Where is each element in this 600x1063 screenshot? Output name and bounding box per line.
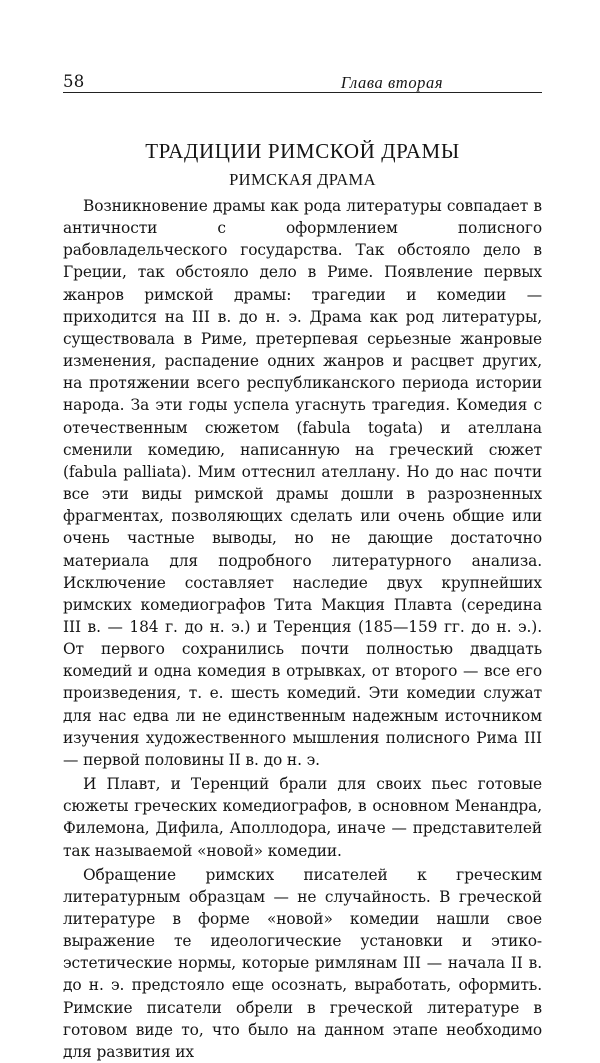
paragraph-3: Обращение римских писателей к греческим литературным образцам — не случайность. В греческой литературе в форме «новой» комедии нашли свое выражение те идеологические установки и этико-эстетические нормы, которые римлянам III — начала II в. до н. э. предстояло еще осознать, выработать, оформить. Римские писатели обрели в греческой литературе в готовом виде то, что было на данном этапе необходимо для развития их: [63, 865, 542, 1061]
paragraph-1: Возникновение драмы как рода литературы совпадает в античности с оформлением полисного рабовладельческого государства. Так обстояло дело в Греции, так обстояло дело в Риме. Появление первых жанров римской драмы: трагедии и комедии — приходится на III в. до н. э. Драма как род литературы, существовала в Риме, претерпевая серьезные жанровые изменения, распадение одних жанров и расцвет других, на протяжении всего республиканского периода истории народа. За эти годы успела угаснуть трагедия. Комедия с отечественным сюжетом (fabula togata) и ателлана сменили комедию, написанную на греческий сюжет (fabula palliata). Мим оттеснил ателлану. Но до нас почти все эти виды римской драмы дошли в разрозненных фрагментах, позволяющих сделать или очень общие или очень частные выводы, но не дающие достаточно материала для подробного литературного анализа. Исключение составляет наследие двух крупнейших римских комедиографов Тита Макция Плавта (середина III в. — 184 г. до н. э.) и Теренция (185—159 гг. до н. э.). От первого сохранились почти полностью двадцать комедий и одна комедия в отрывках, от второго — все его произведения, т. е. шесть комедий. Эти комедии служат для нас едва ли не единственным надежным источником изучения художественного мышления полисного Рима III — первой половины II в. до н. э.: [63, 197, 542, 769]
book-page: [63, 70, 542, 1063]
running-header: [63, 70, 542, 93]
section-title: ТРАДИЦИИ РИМСКОЙ ДРАМЫ: [145, 139, 460, 163]
page-number: 58: [63, 72, 85, 91]
chapter-title: Глава вторая: [340, 73, 444, 92]
subsection-title: РИМСКАЯ ДРАМА: [229, 170, 376, 189]
paragraph-2: И Плавт, и Теренций брали для своих пьес готовые сюжеты греческих комедиографов, в основном Менандра, Филемона, Дифила, Аполлодора, иначе — представителей так называемой «новой» комедии.: [63, 775, 542, 860]
